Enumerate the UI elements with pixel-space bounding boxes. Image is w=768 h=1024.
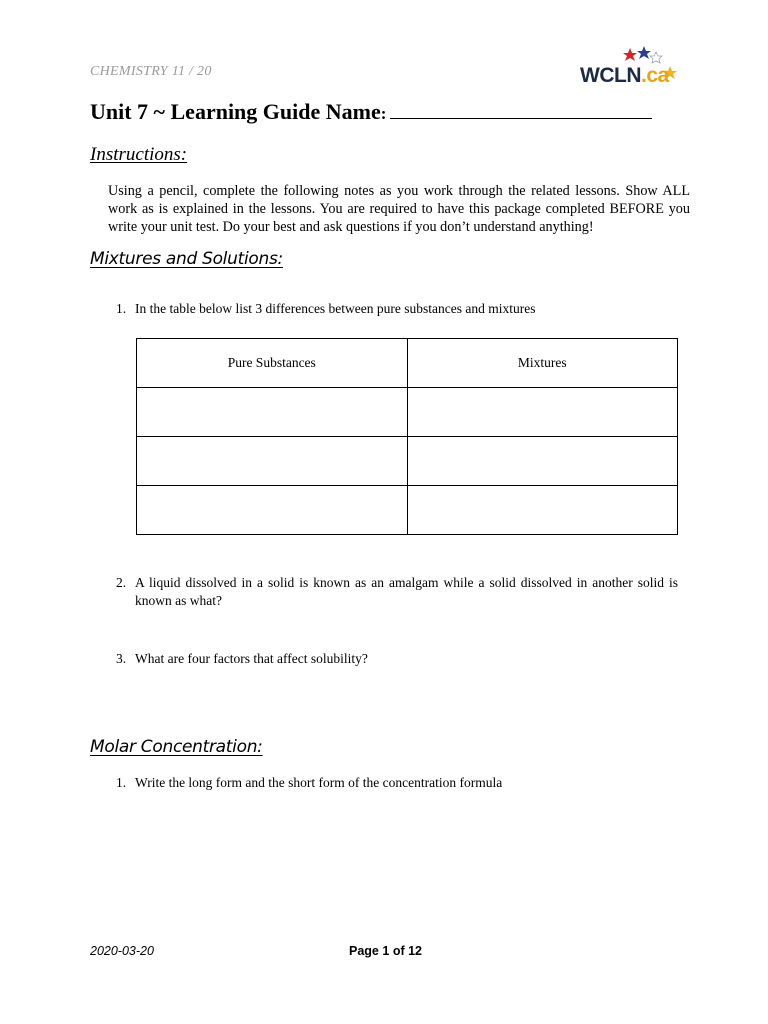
section-heading-mixtures: Mixtures and Solutions:	[90, 249, 283, 269]
table-cell[interactable]	[407, 486, 678, 535]
page-of: of	[392, 944, 405, 958]
question-item	[116, 650, 686, 670]
wcln-logo	[578, 44, 682, 90]
page-word: Page	[349, 944, 379, 958]
course-label: CHEMISTRY 11 / 20	[90, 64, 212, 79]
section-heading-molar-concentration: Molar Concentration:	[90, 737, 263, 757]
question-text: Write the long form and the short form of the concentration formula	[135, 775, 503, 790]
title-text: Unit 7 ~ Learning Guide Name	[90, 99, 381, 124]
table-cell[interactable]	[407, 437, 678, 486]
instructions-body: Using a pencil, complete the following notes as you work through the related lessons. Show ALL work as is explained in the lessons. You are required to have this package completed BEFORE you write your unit test. Do your best and ask questions if you don’t understand anything!	[108, 183, 690, 235]
question-item	[116, 774, 686, 794]
question-text: What are four factors that affect solubility?	[135, 651, 368, 666]
footer-page-number	[349, 944, 422, 958]
instructions-heading: Instructions:	[90, 144, 188, 165]
table-cell[interactable]	[137, 388, 408, 437]
question-item	[116, 574, 686, 614]
table-cell[interactable]	[407, 388, 678, 437]
table-cell[interactable]	[137, 437, 408, 486]
page-current: 1	[382, 944, 390, 958]
question-text: In the table below list 3 differences between pure substances and mixtures	[135, 301, 536, 316]
page-title: Unit 7 ~ Learning Guide Name:	[90, 99, 652, 125]
question-number: 1.	[116, 301, 127, 316]
star-red-icon	[623, 48, 637, 61]
question-number: 2.	[116, 575, 127, 590]
table-cell[interactable]	[137, 486, 408, 535]
question-number: 3.	[116, 651, 127, 666]
table-row	[137, 437, 678, 486]
table-row	[137, 486, 678, 535]
table-header-pure-substances: Pure Substances	[137, 339, 408, 388]
name-blank-line[interactable]	[390, 100, 652, 119]
differences-table	[136, 338, 678, 535]
logo-text: WCLN.ca	[580, 64, 669, 87]
question-number: 1.	[116, 775, 127, 790]
question-text: A liquid dissolved in a solid is known as an amalgam while a solid dissolved in another solid is known as what?	[135, 575, 678, 608]
footer-date: 2020-03-20	[90, 944, 154, 958]
page-total: 12	[408, 944, 423, 958]
table-header-mixtures: Mixtures	[407, 339, 678, 388]
star-blue-icon	[637, 46, 651, 59]
table-row	[137, 388, 678, 437]
table-header-row	[137, 339, 678, 388]
question-item	[116, 300, 686, 320]
star-white-icon	[650, 52, 662, 63]
